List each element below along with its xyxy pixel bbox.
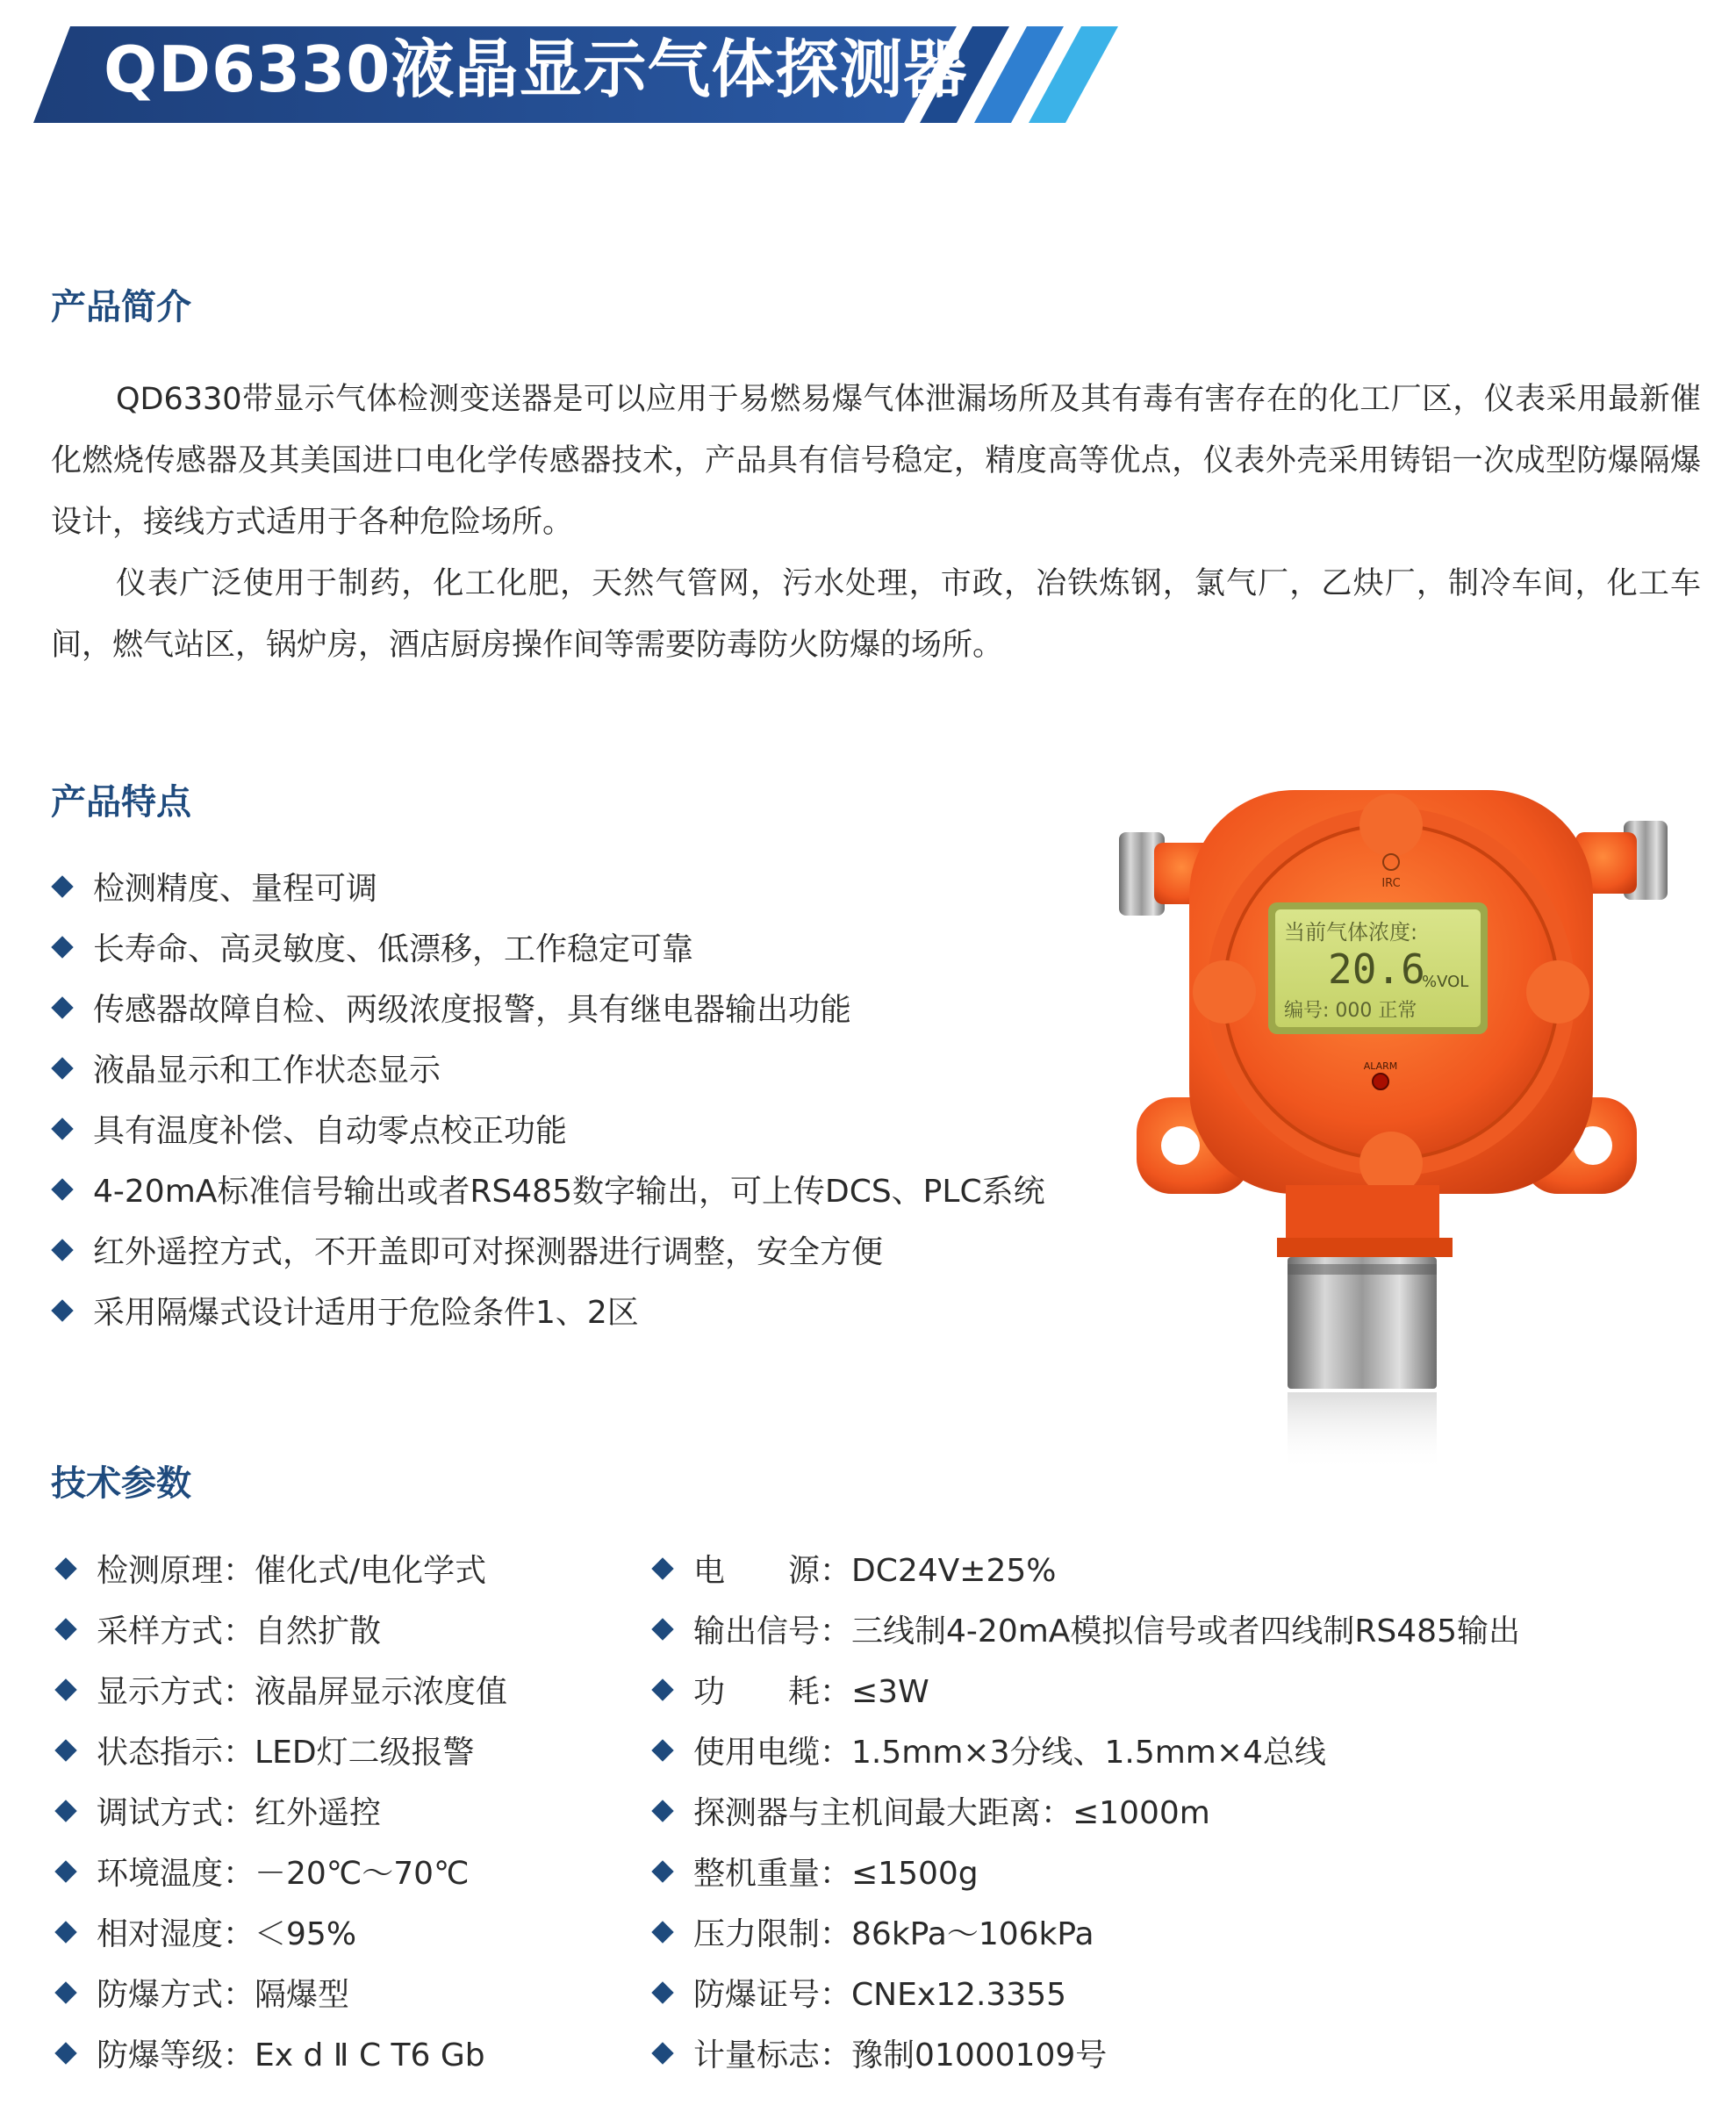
spec-value: ≤1500g [851, 1856, 979, 1892]
bullet-icon [51, 1178, 73, 1200]
spec-label: 输出信号： [693, 1613, 852, 1649]
spec-row [58, 1783, 620, 1843]
spec-value: CNEx12.3355 [851, 1977, 1067, 2013]
spec-value: 豫制01000109号 [851, 2037, 1108, 2073]
bullet-icon [51, 1299, 73, 1321]
bullet-icon [51, 936, 73, 958]
product-image [1101, 773, 1681, 1492]
list-item [54, 980, 1151, 1040]
spec-label: 状态指示： [97, 1735, 255, 1771]
bullet-icon [54, 1860, 76, 1882]
bullet-icon [651, 1739, 673, 1761]
page-title: QD6330液晶显示气体探测器 [104, 32, 968, 106]
spec-value: DC24V±25% [851, 1553, 1057, 1589]
bullet-icon [54, 1981, 76, 2003]
features-list [54, 859, 1151, 1343]
brand-label: IRC [1381, 877, 1401, 890]
list-item [54, 1040, 1151, 1101]
spec-row [655, 1662, 1708, 1722]
intro-text [51, 369, 1701, 676]
spec-value: 红外遥控 [255, 1795, 382, 1831]
lcd-status-text: 编号: 000 正常 [1284, 1000, 1417, 1022]
spec-label: 采样方式： [97, 1613, 255, 1649]
spec-row [655, 1965, 1708, 2025]
list-item [54, 1222, 1151, 1283]
bullet-icon [54, 1618, 76, 1640]
bullet-icon [51, 875, 73, 897]
bullet-icon [651, 1860, 673, 1882]
spec-label: 相对湿度： [97, 1916, 255, 1952]
specs-left-list [58, 1541, 620, 2086]
list-item [54, 1161, 1151, 1222]
bullet-icon [51, 1057, 73, 1079]
spec-label: 计量标志： [693, 2037, 852, 2073]
bullet-icon [51, 996, 73, 1018]
list-item [54, 859, 1151, 919]
bullet-icon [51, 1239, 73, 1261]
bullet-icon [651, 1921, 673, 1943]
bullet-icon [651, 1618, 673, 1640]
feature-text: 传感器故障自检、两级浓度报警，具有继电器输出功能 [93, 992, 852, 1028]
spec-row [58, 1541, 620, 1601]
list-item [54, 919, 1151, 980]
spec-value: 隔爆型 [255, 1977, 350, 2013]
bullet-icon [54, 1678, 76, 1700]
feature-text: 长寿命、高灵敏度、低漂移，工作稳定可靠 [93, 931, 694, 967]
spec-row [655, 2025, 1708, 2086]
specs-right-list [655, 1541, 1708, 2086]
bullet-icon [651, 1678, 673, 1700]
bullet-icon [54, 1800, 76, 1822]
spec-row [655, 1541, 1708, 1601]
spec-row [655, 1904, 1708, 1965]
bullet-icon [651, 2042, 673, 2064]
spec-value: 催化式/电化学式 [255, 1553, 487, 1589]
feature-text: 具有温度补偿、自动零点校正功能 [93, 1113, 568, 1149]
spec-value: －20℃～70℃ [255, 1856, 470, 1892]
spec-row [655, 1843, 1708, 1904]
features-heading: 产品特点 [51, 782, 191, 823]
spec-row [58, 1722, 620, 1783]
spec-row [58, 1662, 620, 1722]
bullet-icon [54, 1557, 76, 1579]
spec-label: 检测原理： [97, 1553, 255, 1589]
spec-row [58, 1843, 620, 1904]
spec-row [655, 1722, 1708, 1783]
lcd-value-text: 20.6 [1328, 945, 1425, 993]
spec-label: 显示方式： [97, 1674, 255, 1710]
bullet-icon [651, 1557, 673, 1579]
bullet-icon [51, 1117, 73, 1139]
spec-value: Ex d Ⅱ C T6 Gb [255, 2037, 485, 2073]
specs-heading: 技术参数 [51, 1463, 191, 1504]
spec-value: 86kPa～106kPa [851, 1916, 1094, 1952]
header-banner [0, 0, 1736, 149]
feature-text: 采用隔爆式设计适用于危险条件1、2区 [93, 1295, 639, 1331]
spec-label: 整机重量： [693, 1856, 852, 1892]
spec-row [58, 1965, 620, 2025]
lcd-unit-text: %VOL [1422, 973, 1469, 991]
alarm-label: ALARM [1363, 1060, 1398, 1072]
spec-value: LED灯二级报警 [255, 1735, 475, 1771]
spec-row [58, 1904, 620, 1965]
bullet-icon [651, 1800, 673, 1822]
spec-label: 压力限制： [693, 1916, 852, 1952]
spec-label: 功 耗： [693, 1674, 852, 1710]
feature-text: 红外遥控方式，不开盖即可对探测器进行调整，安全方便 [93, 1234, 884, 1270]
bullet-icon [54, 1739, 76, 1761]
bullet-icon [54, 1921, 76, 1943]
feature-text: 4-20mA标准信号输出或者RS485数字输出，可上传DCS、PLC系统 [93, 1174, 1045, 1210]
spec-value: ≤1000m [1072, 1795, 1210, 1831]
spec-row [655, 1783, 1708, 1843]
spec-row [655, 1601, 1708, 1662]
intro-paragraph: QD6330带显示气体检测变送器是可以应用于易燃易爆气体泄漏场所及其有毒有害存在的化工厂区，仪表采用最新催化燃烧传感器及其美国进口电化学传感器技术，产品具有信号稳定，精度高等优点，仪表外壳采用铸铝一次成型防爆隔爆设计，接线方式适用于各种危险场所。 [51, 382, 1701, 540]
gas-detector-illustration [1101, 773, 1681, 1492]
spec-value: 液晶屏显示浓度值 [255, 1674, 508, 1710]
spec-label: 防爆方式： [97, 1977, 255, 2013]
bullet-icon [54, 2042, 76, 2064]
spec-label: 使用电缆： [693, 1735, 852, 1771]
feature-text: 液晶显示和工作状态显示 [93, 1053, 441, 1089]
spec-value: ≤3W [851, 1674, 929, 1710]
spec-value: 1.5mm×3分线、1.5mm×4总线 [851, 1735, 1326, 1771]
lcd-label-text: 当前气体浓度: [1284, 920, 1418, 945]
list-item [54, 1283, 1151, 1343]
spec-label: 电 源： [693, 1553, 852, 1589]
spec-label: 防爆证号： [693, 1977, 852, 2013]
bullet-icon [651, 1981, 673, 2003]
list-item [54, 1101, 1151, 1161]
spec-value: 自然扩散 [255, 1613, 382, 1649]
spec-value: 三线制4-20mA模拟信号或者四线制RS485输出 [851, 1613, 1520, 1649]
intro-heading: 产品简介 [51, 287, 191, 327]
spec-label: 环境温度： [97, 1856, 255, 1892]
intro-paragraph: 仪表广泛使用于制药，化工化肥，天然气管网，污水处理，市政，冶铁炼钢，氯气厂，乙炔厂，制冷车间，化工车间，燃气站区，锅炉房，酒店厨房操作间等需要防毒防火防爆的场所。 [51, 566, 1701, 663]
spec-label: 探测器与主机间最大距离： [693, 1795, 1073, 1831]
spec-value: ＜95% [255, 1916, 357, 1952]
spec-row [58, 2025, 620, 2086]
spec-label: 防爆等级： [97, 2037, 255, 2073]
spec-label: 调试方式： [97, 1795, 255, 1831]
feature-text: 检测精度、量程可调 [93, 871, 378, 907]
spec-row [58, 1601, 620, 1662]
